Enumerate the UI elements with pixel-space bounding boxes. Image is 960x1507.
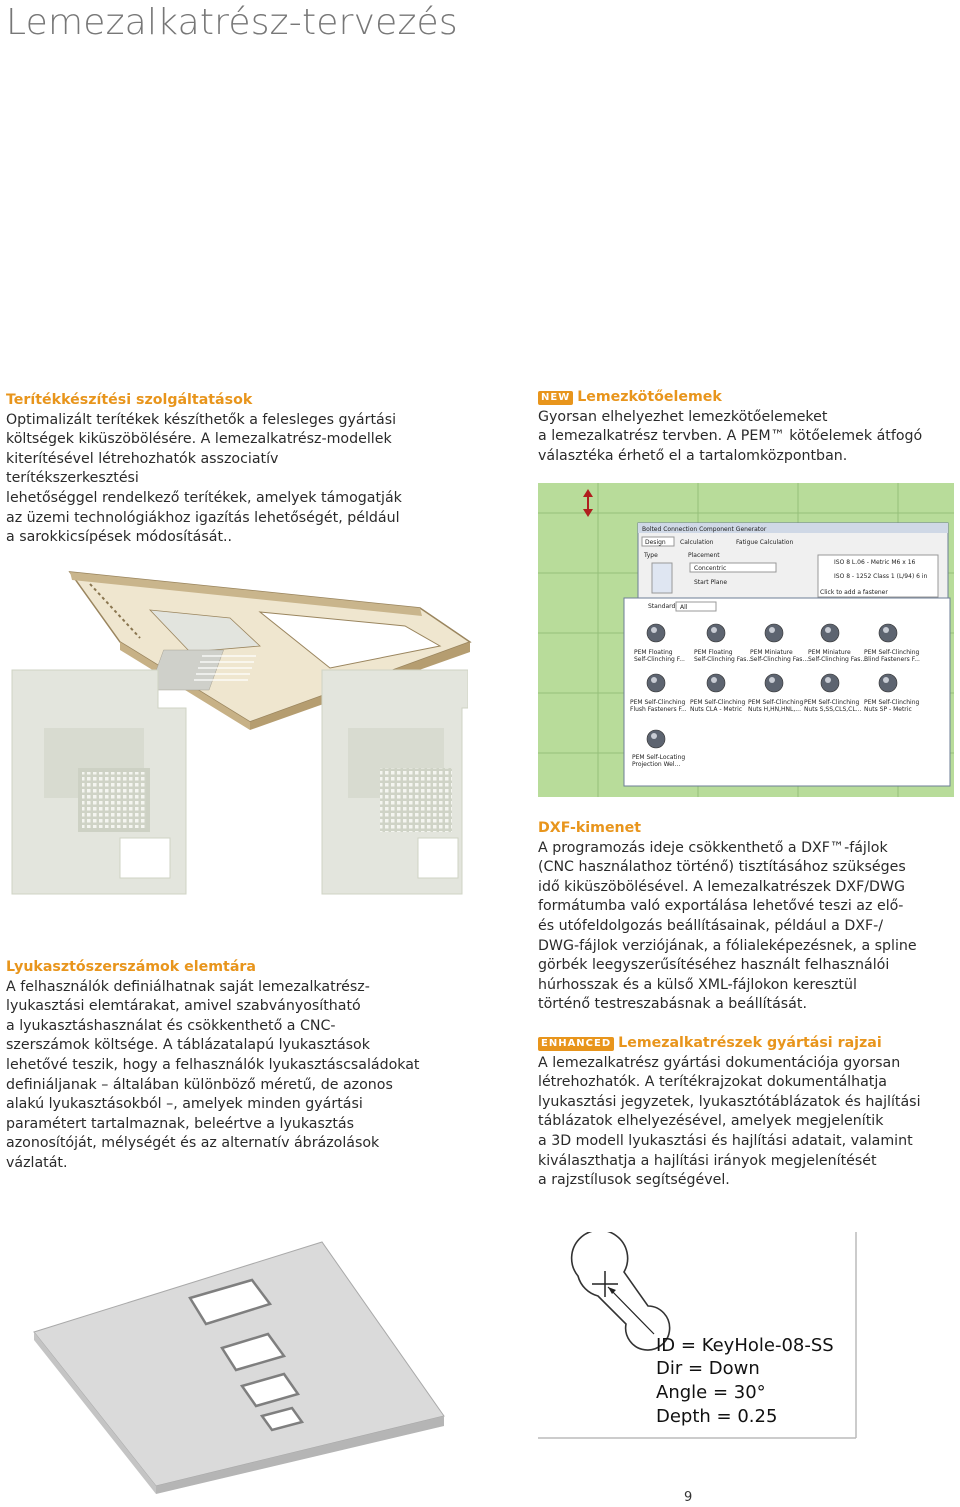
paragraph-line: a sarokkicsípések módosítását..: [6, 529, 233, 546]
fastener-label[interactable]: Nuts H,HN,HNL,...: [748, 706, 801, 713]
paragraph-line: A lemezalkatrész gyártási dokumentációja gyorsan: [538, 1054, 901, 1071]
tab-design[interactable]: Design: [645, 539, 666, 546]
paragraph-line: húrhosszak és a külső XML-fájlokon keresztül: [538, 976, 857, 993]
enhanced-badge: ENHANCED: [538, 1037, 614, 1051]
keyhole-id: ID = KeyHole-08-SS: [656, 1335, 834, 1356]
paragraph-line: Gyorsan elhelyezhet lemezkötőelemeket: [538, 408, 828, 425]
paragraph-line: alakú lyukasztásokból –, amelyek minden gyártási: [6, 1096, 363, 1113]
fastener-label[interactable]: Nuts CLA - Metric: [690, 706, 743, 713]
standard-label: Standard: [648, 603, 676, 610]
fastener-generator-screenshot: [538, 483, 954, 797]
paragraph-line: görbék leegyszerűsítéséhez használt felhasználói: [538, 957, 890, 974]
list-item[interactable]: Click to add a fastener: [820, 589, 888, 596]
paragraph-line: költségek kiküszöbölésére. A lemezalkatrész-modellek: [6, 431, 392, 448]
paragraph-line: a lyukasztáshasználat és csökkenthető a CNC-: [6, 1017, 336, 1034]
fastener-label[interactable]: Self-Clinching F...: [634, 656, 685, 663]
fastener-label[interactable]: PEM Self-Clinching: [748, 699, 804, 706]
paragraph-line: lyukasztási jegyzetek, lyukasztótáblázatok és hajlítási: [538, 1093, 921, 1110]
paragraph-line: lehetővé teszik, hogy a felhasználók lyukasztáscsaládokat: [6, 1056, 420, 1073]
fastener-label[interactable]: PEM Floating: [634, 649, 673, 656]
placement-label: Placement: [688, 552, 720, 559]
paragraph-line: az üzemi technológiákhoz igazítás lehetőségét, például: [6, 509, 400, 526]
flat-pattern-images: [8, 668, 468, 900]
section-heading-text: Lemezalkatrészek gyártási rajzai: [618, 1035, 882, 1051]
fastener-label[interactable]: PEM Floating: [694, 649, 733, 656]
dialog-title: Bolted Connection Component Generator: [642, 526, 767, 533]
section-heading: [538, 1034, 948, 1054]
list-item[interactable]: ISO 8 - 1252 Class 1 (L/94) 6 in: [834, 573, 928, 580]
paragraph-line: táblázatok elhelyezésével, amelyek megjelenítik: [538, 1113, 884, 1130]
placement-option[interactable]: Start Plane: [694, 579, 728, 586]
fastener-label[interactable]: Self-Clinching Fas...: [750, 656, 809, 663]
section-heading-text: Lemezkötőelemek: [577, 389, 722, 405]
paragraph-line: választéka érhető el a tartalomközpontban.: [538, 447, 848, 464]
fastener-label[interactable]: PEM Self-Clinching: [864, 649, 920, 656]
section-heading: DXF-kimenet: [538, 820, 642, 836]
fastener-label[interactable]: PEM Self-Locating: [632, 754, 686, 761]
paragraph-line: lyukasztási elemtárakat, amivel szabványosítható: [6, 998, 361, 1015]
paragraph-line: idő kiküszöbölésével. A lemezalkatrészek DXF/DWG: [538, 878, 905, 895]
fastener-label[interactable]: PEM Miniature: [750, 649, 793, 656]
fastener-label[interactable]: Nuts S,SS,CLS,CL...: [804, 706, 862, 713]
tab-calculation[interactable]: Calculation: [680, 539, 714, 546]
paragraph-line: Optimalizált terítékek készíthetők a felesleges gyártási: [6, 411, 397, 428]
paragraph-line: (CNC használathoz történő) tisztításához szükséges: [538, 859, 906, 876]
fastener-label[interactable]: PEM Self-Clinching: [804, 699, 860, 706]
paragraph-line: a lemezalkatrész tervben. A PEM™ kötőelemek átfogó: [538, 428, 923, 445]
paragraph-line: DWG-fájlok verziójának, a fólialeképezésnek, a spline: [538, 937, 917, 954]
paragraph-line: azonosítóját, mélységét és az alternatív ábrázolások: [6, 1135, 380, 1152]
fastener-label[interactable]: PEM Self-Clinching: [690, 699, 746, 706]
section-heading: Lyukasztószerszámok elemtára: [6, 959, 256, 975]
keyhole-depth: Depth = 0.25: [656, 1406, 778, 1427]
paragraph-line: A felhasználók definiálhatnak saját lemezalkatrész-: [6, 978, 370, 995]
type-label: Type: [644, 552, 658, 559]
fastener-dialog-graphic: [538, 483, 954, 797]
fastener-label[interactable]: Self-Clinching Fas...: [808, 656, 867, 663]
paragraph-line: a 3D modell lyukasztási és hajlítási adatait, valamint: [538, 1132, 913, 1149]
fastener-label[interactable]: PEM Miniature: [808, 649, 851, 656]
section-heading: Terítékkészítési szolgáltatások: [6, 392, 253, 408]
keyhole-punch-drawing: [538, 1232, 858, 1444]
paragraph-line: létrehozhatók. A terítékrajzokat dokumentálhatja: [538, 1074, 887, 1091]
paragraph-line: szerszámok költsége. A táblázatalapú lyukasztások: [6, 1037, 370, 1054]
standard-select[interactable]: All: [680, 604, 688, 611]
fastener-label[interactable]: Self-Clinching Fas...: [694, 656, 753, 663]
fastener-label[interactable]: Flush Fasteners F...: [630, 706, 687, 713]
paragraph-line: és utófeldolgozás beállításainak, például a DXF-/: [538, 917, 884, 934]
tab-fatigue[interactable]: Fatigue Calculation: [736, 539, 794, 546]
page-title: Lemezalkatrész-tervezés: [6, 2, 458, 43]
paragraph-line: lehetőséggel rendelkező terítékek, amelyek támogatják: [6, 489, 402, 506]
section-punch-library: [6, 958, 426, 1174]
paragraph-line: vázlatát.: [6, 1154, 68, 1171]
section-fasteners: [538, 388, 948, 466]
paragraph-line: kiválaszthatja a hajlítási irányok megjelenítését: [538, 1152, 877, 1169]
paragraph-line: kiterítésével létrehozhatók asszociatív terítékszerkesztési: [6, 450, 279, 487]
section-heading: [538, 388, 948, 408]
new-badge: NEW: [538, 391, 573, 405]
section-blank-services: [6, 391, 406, 548]
paragraph-line: definiáljanak – általában különböző méretű, de azonos: [6, 1076, 393, 1093]
fastener-label[interactable]: PEM Self-Clinching: [630, 699, 686, 706]
fastener-label[interactable]: PEM Self-Clinching: [864, 699, 920, 706]
fastener-label[interactable]: Nuts SP - Metric: [864, 706, 912, 713]
paragraph-line: történő testreszabásnak a beállítását.: [538, 996, 807, 1013]
plate-with-cutouts-image: [30, 1240, 450, 1495]
keyhole-dir: Dir = Down: [656, 1358, 760, 1379]
keyhole-angle: Angle = 30°: [656, 1382, 766, 1403]
section-manufacturing-drawings: [538, 1034, 948, 1191]
placement-option[interactable]: Concentric: [694, 565, 727, 572]
paragraph-line: a rajzstílusok segítségével.: [538, 1172, 730, 1189]
fastener-label[interactable]: Blind Fasteners F...: [864, 656, 920, 663]
fastener-label[interactable]: Projection Wel...: [632, 761, 681, 768]
list-item[interactable]: ISO 8 L.06 - Metric M6 x 16: [834, 559, 916, 566]
page-number: 9: [684, 1490, 693, 1505]
paragraph-line: formátumba való exportálása lehetővé teszi az elő-: [538, 898, 904, 915]
paragraph-line: paramétert tartalmaznak, beleértve a lyukasztás: [6, 1115, 354, 1132]
paragraph-line: A programozás ideje csökkenthető a DXF™-fájlok: [538, 839, 888, 856]
section-dxf-output: [538, 819, 948, 1015]
